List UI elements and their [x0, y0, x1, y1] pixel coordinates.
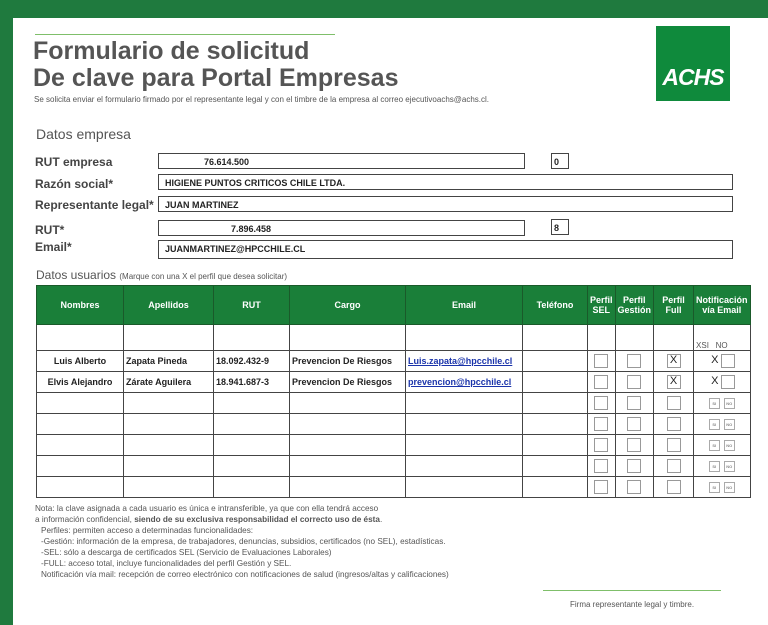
- note-line-1: Nota: la clave asignada a cada usuario es única e intransferible, ya que con ella tendrá acceso: [35, 504, 379, 513]
- cell-notificacion: [694, 435, 751, 456]
- cell-notificacion: [694, 414, 751, 435]
- cell-email: [406, 372, 523, 393]
- note-line-2c: .: [379, 515, 383, 524]
- page-title: [33, 38, 398, 92]
- representante-label: Representante legal*: [35, 198, 154, 212]
- razon-social-label: Razón social*: [35, 177, 114, 191]
- note-line-2b: siendo de su exclusiva responsabilidad el correcto uso de ésta: [134, 515, 380, 524]
- cell-apellidos[interactable]: [124, 456, 214, 477]
- table-row: [37, 372, 751, 393]
- table-row: [37, 477, 751, 498]
- note-line-5: -SEL: sólo a descarga de certificados SEL (Servicio de Evaluaciones Laborales): [41, 548, 332, 557]
- notif-no-box[interactable]: NO: [724, 419, 735, 430]
- cell-cargo[interactable]: Prevencion De Riesgos: [290, 351, 406, 372]
- cell-perfil-full: [654, 393, 694, 414]
- user-email-link[interactable]: Luis.zapata@hpcchile.cl: [408, 356, 513, 366]
- header-notificacion: Notificación vía Email: [694, 286, 751, 325]
- cell-apellidos[interactable]: [124, 477, 214, 498]
- cell-perfil-gestion: [615, 477, 654, 498]
- cell-cargo[interactable]: [290, 456, 406, 477]
- notif-no-label: NO: [715, 341, 728, 350]
- notif-x-mark: X: [696, 341, 702, 350]
- note-line-3: Perfiles: permiten acceso a determinadas funcionalidades:: [41, 526, 254, 535]
- header-apellidos: Apellidos: [124, 286, 214, 325]
- cell-apellidos[interactable]: Zapata Pineda: [124, 351, 214, 372]
- cell-notificacion: [694, 393, 751, 414]
- notif-no-checkbox[interactable]: [721, 375, 735, 389]
- notif-si-checkbox[interactable]: X: [711, 375, 719, 387]
- cell-cargo[interactable]: [290, 393, 406, 414]
- cell-perfil-sel: [588, 372, 616, 393]
- email-rep-field[interactable]: JUANMARTINEZ@HPCCHILE.CL: [158, 240, 733, 259]
- firma-line: [543, 590, 721, 591]
- section-title-empresa: Datos empresa: [36, 126, 131, 142]
- perfil-gestion-checkbox[interactable]: [627, 396, 641, 410]
- perfil-full-checkbox[interactable]: [667, 417, 681, 431]
- cell-rut[interactable]: 18.092.432-9: [214, 351, 290, 372]
- cell-nombres[interactable]: Elvis Alejandro: [37, 372, 124, 393]
- cell-telefono[interactable]: [523, 393, 588, 414]
- cell-rut[interactable]: [214, 435, 290, 456]
- table-row: [37, 435, 751, 456]
- notif-no-checkbox[interactable]: [721, 354, 735, 368]
- cell-perfil-sel: [588, 435, 616, 456]
- cell-apellidos[interactable]: [124, 435, 214, 456]
- cell-email[interactable]: [406, 456, 523, 477]
- cell-telefono[interactable]: [523, 351, 588, 372]
- cell-perfil-gestion: [615, 351, 654, 372]
- table-row-legend: [37, 325, 751, 351]
- cell-rut[interactable]: [214, 414, 290, 435]
- cell-cargo[interactable]: [290, 414, 406, 435]
- header-email: Email: [406, 286, 523, 325]
- rut-empresa-dv-field[interactable]: 0: [551, 153, 569, 169]
- notif-si-box[interactable]: SI: [709, 482, 720, 493]
- cell-rut[interactable]: [214, 456, 290, 477]
- notes: [35, 503, 449, 580]
- notif-si-box[interactable]: SI: [709, 461, 720, 472]
- notif-si-checkbox[interactable]: X: [711, 354, 719, 366]
- achs-logo: [656, 26, 730, 101]
- subtitle: Se solicita enviar el formulario firmado por el representante legal y con el timbre de la empresa al correo ejecutivoachs@achs.cl.: [34, 95, 490, 104]
- cell-cargo[interactable]: Prevencion De Riesgos: [290, 372, 406, 393]
- cell-nombres[interactable]: [37, 477, 124, 498]
- cell-perfil-sel: [588, 414, 616, 435]
- cell-rut[interactable]: [214, 477, 290, 498]
- notif-si-box[interactable]: SI: [709, 398, 720, 409]
- notif-si-label: SI: [701, 341, 709, 350]
- perfil-sel-checkbox[interactable]: [594, 438, 608, 452]
- cell-apellidos[interactable]: [124, 393, 214, 414]
- header-perfil-gestion: Perfil Gestión: [615, 286, 654, 325]
- cell-perfil-sel: [588, 393, 616, 414]
- notif-no-box[interactable]: NO: [724, 398, 735, 409]
- cell-email: [406, 351, 523, 372]
- note-line-7: Notificación vía mail: recepción de correo electrónico con notificaciones de salud (ingresos/altas y calificaciones): [41, 570, 449, 579]
- header-perfil-sel: Perfil SEL: [588, 286, 616, 325]
- usuarios-hint: (Marque con una X el perfil que desea solicitar): [119, 272, 288, 281]
- notif-no-box[interactable]: NO: [724, 440, 735, 451]
- representante-field[interactable]: JUAN MARTINEZ: [158, 196, 733, 212]
- cell-perfil-gestion: [615, 372, 654, 393]
- cell-email[interactable]: [406, 393, 523, 414]
- perfil-gestion-checkbox[interactable]: [627, 354, 641, 368]
- cell-nombres[interactable]: [37, 414, 124, 435]
- perfil-gestion-checkbox[interactable]: [627, 375, 641, 389]
- email-rep-label: Email*: [35, 240, 72, 254]
- cell-rut[interactable]: 18.941.687-3: [214, 372, 290, 393]
- cell-perfil-full: [654, 372, 694, 393]
- perfil-gestion-checkbox[interactable]: [627, 417, 641, 431]
- cell-telefono[interactable]: [523, 435, 588, 456]
- cell-nombres[interactable]: [37, 393, 124, 414]
- table-row: [37, 351, 751, 372]
- firma-label: Firma representante legal y timbre.: [570, 600, 695, 609]
- cell-apellidos[interactable]: [124, 414, 214, 435]
- perfil-full-checkbox[interactable]: [667, 459, 681, 473]
- cell-perfil-gestion: [615, 393, 654, 414]
- perfil-gestion-checkbox[interactable]: [627, 459, 641, 473]
- perfil-sel-checkbox[interactable]: [594, 480, 608, 494]
- cell-telefono[interactable]: [523, 456, 588, 477]
- cell-email[interactable]: [406, 477, 523, 498]
- razon-social-field[interactable]: HIGIENE PUNTOS CRITICOS CHILE LTDA.: [158, 174, 733, 190]
- header-telefono: Teléfono: [523, 286, 588, 325]
- note-line-6: -FULL: acceso total, incluye funcionalidades del perfil Gestión y SEL.: [41, 559, 292, 568]
- notif-si-box[interactable]: SI: [709, 419, 720, 430]
- rut-rep-label: RUT*: [35, 223, 65, 237]
- cell-perfil-full: [654, 435, 694, 456]
- form-page: [13, 18, 768, 625]
- perfil-full-checkbox[interactable]: [667, 480, 681, 494]
- table-row: [37, 456, 751, 477]
- title-rule: [35, 34, 335, 35]
- cell-apellidos[interactable]: Zárate Aguilera: [124, 372, 214, 393]
- table-row: [37, 393, 751, 414]
- usuarios-title: Datos usuarios: [36, 268, 117, 282]
- user-email-link[interactable]: prevencion@hpcchile.cl: [408, 377, 512, 387]
- note-line-2a: a información confidencial,: [35, 515, 135, 524]
- notif-no-box[interactable]: NO: [724, 482, 735, 493]
- header-nombres: Nombres: [37, 286, 124, 325]
- cell-cargo[interactable]: [290, 477, 406, 498]
- cell-telefono[interactable]: [523, 477, 588, 498]
- cell-nombres[interactable]: Luis Alberto: [37, 351, 124, 372]
- header-perfil-full: Perfil Full: [654, 286, 694, 325]
- cell-telefono[interactable]: [523, 372, 588, 393]
- usuarios-table: [36, 285, 751, 498]
- perfil-full-checkbox[interactable]: [667, 438, 681, 452]
- rut-rep-dv-field[interactable]: 8: [551, 219, 569, 235]
- perfil-sel-checkbox[interactable]: [594, 459, 608, 473]
- perfil-full-checkbox[interactable]: [667, 396, 681, 410]
- table-row: [37, 414, 751, 435]
- title-line-1: Formulario de solicitud: [33, 37, 310, 65]
- cell-perfil-full: [654, 456, 694, 477]
- notif-no-box[interactable]: NO: [724, 461, 735, 472]
- perfil-sel-checkbox[interactable]: [594, 375, 608, 389]
- rut-empresa-field[interactable]: 76.614.500: [158, 153, 525, 169]
- rut-empresa-label: RUT empresa: [35, 155, 113, 169]
- cell-nombres[interactable]: [37, 456, 124, 477]
- cell-perfil-gestion: [615, 435, 654, 456]
- notif-si-box[interactable]: SI: [709, 440, 720, 451]
- perfil-sel-checkbox[interactable]: [594, 354, 608, 368]
- cell-rut[interactable]: [214, 393, 290, 414]
- perfil-gestion-checkbox[interactable]: [627, 438, 641, 452]
- perfil-full-checkbox[interactable]: X: [667, 375, 681, 389]
- cell-email[interactable]: [406, 435, 523, 456]
- cell-email[interactable]: [406, 414, 523, 435]
- header-rut: RUT: [214, 286, 290, 325]
- perfil-sel-checkbox[interactable]: [594, 417, 608, 431]
- title-line-2: De clave para Portal Empresas: [33, 64, 399, 92]
- cell-nombres[interactable]: [37, 435, 124, 456]
- logo-text: ACHS: [662, 64, 724, 90]
- cell-perfil-gestion: [615, 414, 654, 435]
- perfil-sel-checkbox[interactable]: [594, 396, 608, 410]
- cell-perfil-full: [654, 351, 694, 372]
- notif-legend: [694, 325, 751, 351]
- table-header-row: [37, 286, 751, 325]
- cell-notificacion: [694, 456, 751, 477]
- cell-perfil-sel: [588, 456, 616, 477]
- perfil-full-checkbox[interactable]: X: [667, 354, 681, 368]
- cell-perfil-gestion: [615, 456, 654, 477]
- perfil-gestion-checkbox[interactable]: [627, 480, 641, 494]
- cell-perfil-sel: [588, 477, 616, 498]
- cell-perfil-full: [654, 414, 694, 435]
- cell-perfil-sel: [588, 351, 616, 372]
- cell-cargo[interactable]: [290, 435, 406, 456]
- header-cargo: Cargo: [290, 286, 406, 325]
- cell-notificacion: [694, 477, 751, 498]
- cell-notificacion: [694, 372, 751, 393]
- cell-notificacion: [694, 351, 751, 372]
- rut-rep-field[interactable]: 7.896.458: [158, 220, 525, 236]
- cell-telefono[interactable]: [523, 414, 588, 435]
- note-line-2: [35, 514, 449, 525]
- section-title-usuarios: [36, 268, 287, 282]
- cell-perfil-full: [654, 477, 694, 498]
- note-line-4: -Gestión: información de la empresa, de trabajadores, denuncias, subsidios, certificados (no SEL), estadísticas.: [41, 537, 446, 546]
